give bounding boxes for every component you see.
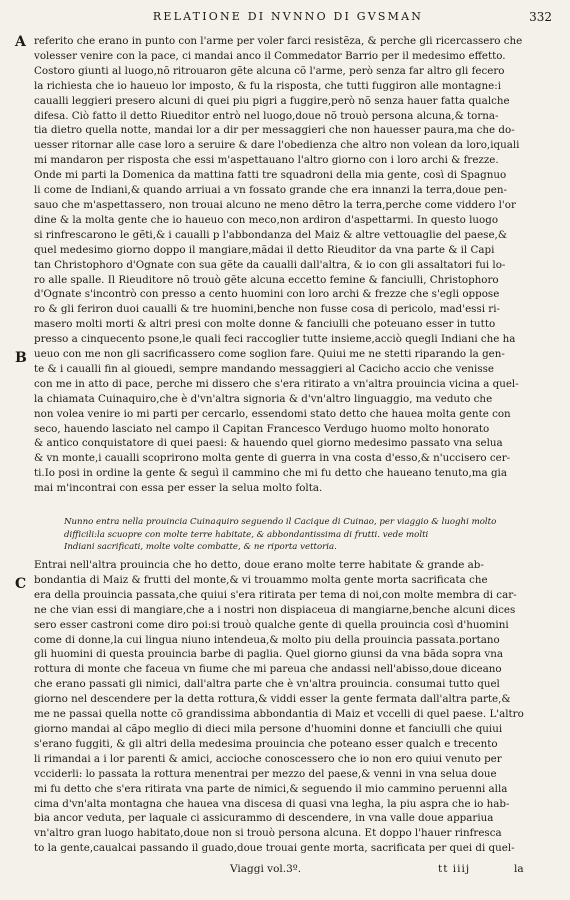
text-line: dine & la molta gente che io haueuo con meco,non ardiron d'aspettarmi. In questo luogo [34,213,499,226]
text-line: mai m'incontrai con essa per esser la selua molto folta. [34,482,323,495]
text-line: non volea venire io mi parti per cercarlo, essendomi stato detto che hauea molta gente con [34,407,511,420]
margin-letter-b: B [15,350,27,366]
text-line: te & i caualli fin al giouedi, sempre mandando messaggieri al Cacicho accio che venisse [34,362,495,375]
text-line: rottura di monte che faceua vn fiume che mi pareua che andassi nell'abisso,doue diceano [34,663,502,676]
text-line: con me in atto di pace, perche mi dissero che s'era ritirato a vn'altra prouincia vicina a quel- [34,377,519,390]
text-line: era della prouincia passata,che quiui s'era ritirata per tema di noi,con molte membra di car- [34,588,517,601]
text-line: & antico conquistatore di quei paesi: & hauendo quel giorno medesimo passato vna selua [34,437,503,450]
paragraph-a [34,34,534,496]
text-line: ueuo con me non gli sacrificassero come soglion fare. Quiui me ne stetti riparando la gen- [34,348,505,361]
summary-line: difficili:la scuopre con molte terre habitate, & abbondantissima di frutti. vede molti [64,529,429,540]
margin-letter-a: A [15,34,26,50]
text-line: seco, hauendo lasciato nel campo il Capitan Francesco Verdugo huomo molto honorato [34,422,490,435]
text-line: ro & gli feriron duoi caualli & tre huomini,benche non fusse cosa di pericolo, mad'essi ri- [34,303,500,316]
text-line: to la gente,caualcai passando il guado,doue trouai gente morta, sacrificata per quei di quel- [34,842,515,855]
catchword: la [514,863,524,875]
text-line: uesser ritornar alle case loro a seruire & dare l'obedienza che altro non volean da loro,iquali [34,139,520,152]
text-line: bondantia di Maiz & frutti del monte,& vi trouammo molta gente morta sacrificata che [34,573,488,586]
text-line: Costoro giunti al luogo,nõ ritrouaron gẽte alcuna cõ l'arme, però senza far altro gli fecero [34,64,505,77]
paragraph-c [34,558,534,856]
text-line: Onde mi parti la Domenica da mattina fatti tre squadroni della mia gente, così di Spagnuo [34,169,507,182]
text-line: tan Christophoro d'Ognate con sua gẽte da caualli dall'altra, & io con gli assaltatori fui lo- [34,258,506,271]
signature-mark: tt iiij [438,863,471,875]
text-line: presso a cinquecento psone,le quali feci raccoglier tutte insieme,acciò quegli Indiani che ha [34,333,516,346]
text-line: Entrai nell'altra prouincia che ho detto, doue erano molte terre habitate & grande ab- [34,559,484,571]
text-line: masero molti morti & altri presi con molte donne & fanciulli che poteuano esser in tutto [34,318,496,331]
text-line: ti.Io posi in ordine la gente & seguì il cammino che mi fu detto che haueano tenuto,ma gia [34,467,507,480]
margin-letter-c: C [15,576,27,592]
text-line: mi mandaron per risposta che essi m'aspettauano l'altro giorno con i loro archi & frezze. [34,154,499,167]
text-line: che erano passati gli nimici, dall'altra parte che è vn'altra prouincia. consumai tutto quel [34,678,500,691]
text-line: cima d'vn'alta montagna che hauea vna discesa di quasi vna legha, la piu aspra che io hab- [34,797,510,810]
text-line: la chiamata Cuinaquiro,che è d'vn'altra signoria & d'vn'altro linguaggio, ma veduto che [34,392,493,405]
summary-line: Nunno entra nella prouincia Cuinaquiro seguendo il Cacique di Cuinao, per viaggio & luoghi molto [64,517,497,527]
page-number: 332 [529,10,552,24]
text-line: difesa. Ciò fatto il detto Riueditor entrò nel luogo,doue nõ trouò persona alcuna,& torna- [34,109,499,122]
text-line: bia ancor veduta, per laquale ci assicurammo di descendere, in vna valle doue appariua [34,812,494,825]
text-line: volesser venire con la pace, ci mandai anco il Commedator Barrio per il medesimo effetto. [34,49,506,62]
text-line: me ne passai quella notte cõ grandissima abbondantia di Maiz et vccelli di quel paese. L'altro [34,708,524,721]
text-line: sauo che m'aspettassero, non trouai alcuno ne meno dẽtro la terra,perche come viddero l'or [34,198,516,211]
volume-line: Viaggi vol.3º. [230,863,302,875]
text-line: giorno mandai al cãpo meglio di dieci mila persone d'huomini donne et fanciulli che quiui [34,722,503,735]
text-line: li come de Indiani,& quando arriuai a vn fossato grande che era innanzi la terra,doue pen- [34,184,507,197]
text-line: sero esser castroni come diro poi:si trouò qualche gente di quella prouincia così d'huomini [34,618,509,631]
text-line: mi fu detto che s'era ritirata vna parte de nimici,& seguendo il mio cammino peruenni alla [34,782,508,795]
text-line: s'erano fuggiti, & gli altri della medesima prouincia che poteano esser qualch e trecento [34,737,498,750]
text-line: caualli leggieri presero alcuni di quei piu pigri a fuggire,però nõ senza hauer fatta qualche [34,94,510,107]
text-line: la richiesta che io haueuo lor imposto, & fu la risposta, che tutti fuggiron alle montagne:i [34,79,501,92]
text-line: si rinfrescarono le gẽti,& i caualli p l'abbondanza del Maiz & altre vettouaglie del paese,& [34,228,507,241]
text-line: referito che erano in punto con l'arme per voler farci resistẽza, & perche gli ricercassero che [34,35,523,47]
text-line: li rimandai a i lor parenti & amici, accioche conoscessero che io non ero quiui venuto per [34,752,502,765]
text-line: quel medesimo giorno doppo il mangiare,mãdai il detto Rieuditor da vna parte & il Capi [34,243,495,256]
text-line: giorno nel descendere per la detta rottura,& viddi esser la gente fermata dall'altra parte,& [34,693,511,706]
text-line: & vn monte,i caualli scoprirono molta gente di guerra in vna costa d'esso,& n'uccisero cer- [34,452,511,465]
chapter-summary [64,516,534,554]
text-line: gli huomini di questa prouincia barbe di paglia. Quel giorno giunsi da vna bãda sopra vna [34,648,504,661]
text-line: ro alle spalle. Il Rieuditore nõ trouò gẽte alcuna eccetto femine & fanciulli, Christophoro [34,273,499,286]
text-line: vn'altro gran luogo habitato,doue non si trouò persona alcuna. Et doppo l'hauer rinfresca [34,827,502,840]
text-line: ne che vian essi di mangiare,che a i nostri non dispiaceua di mangiarne,benche alcuni dices [34,603,516,616]
text-line: come di donne,la cui lingua niuno intendeua,& molto piu della prouincia passata.portano [34,633,500,646]
summary-line: Indiani sacrificati, molte volte combatte, & ne riporta vettoria. [64,542,337,553]
text-line: vcciderli: lo passata la rottura menentrai per mezzo del paese,& venni in vna selua doue [34,767,497,780]
running-title: RELATIONE DI NVNNO DI GVSMAN [152,10,424,23]
text-line: tia dietro quella notte, mandai lor a dir per messaggieri che non hauesser paura,ma che do- [34,124,515,137]
text-line: d'Ognate s'incontrò con presso a cento huomini con loro archi & frezze che s'egli oppose [34,288,500,301]
